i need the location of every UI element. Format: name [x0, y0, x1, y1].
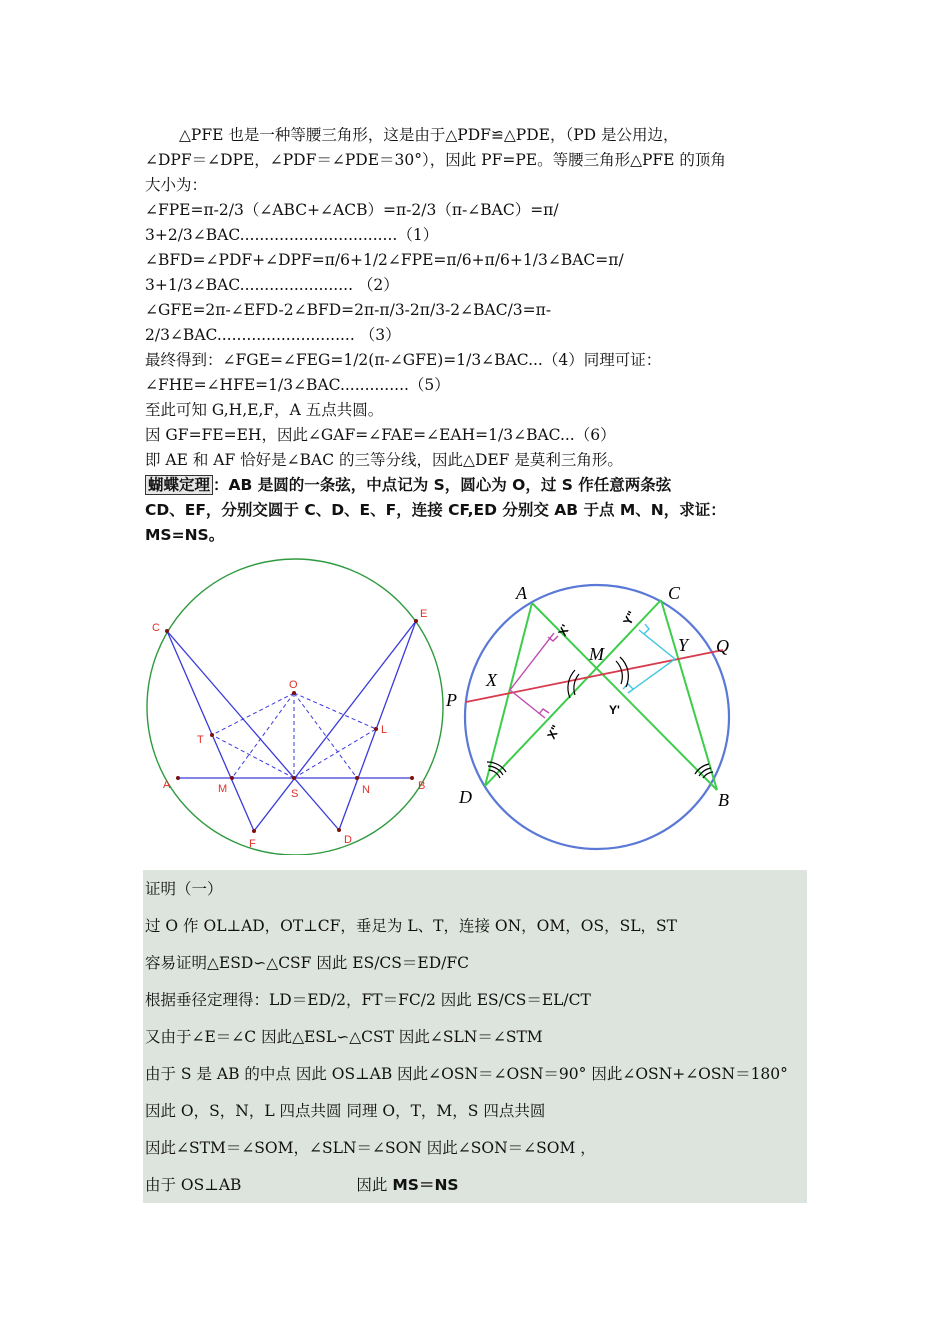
- theorem-line-1: [145, 473, 807, 498]
- segment-AD: [485, 603, 532, 786]
- dash-ST: [212, 735, 294, 778]
- label-X2: X: [486, 670, 497, 690]
- label-Ydouble: Y": [620, 608, 640, 628]
- proof-row: 又由于∠E＝∠C 因此△ESL∽△CST 因此∠SLN＝∠STM: [145, 1028, 543, 1046]
- theorem-title: 蝴蝶定理: [145, 475, 213, 495]
- text-line: 3+1/3∠BAC....................... （2）: [145, 276, 399, 294]
- label-L: L: [381, 724, 388, 736]
- theorem-text: ：AB 是圆的一条弦，中点记为 S，圆心为 O，过 S 作任意两条弦: [213, 476, 672, 494]
- butterfly-figure-2: [440, 575, 760, 860]
- label-M2: M: [589, 644, 604, 664]
- text-line: 3+2/3∠BAC................................（1）: [145, 226, 439, 244]
- label-S: S: [291, 788, 299, 800]
- text-line: △PFE 也是一种等腰三角形，这是由于△PDF≌△PDE，（PD 是公用边，: [179, 126, 679, 144]
- label-E: E: [420, 608, 428, 620]
- text-line: 即 AE 和 AF 恰好是∠BAC 的三等分线，因此△DEF 是莫利三角形。: [145, 451, 623, 469]
- angle-arc-right: [616, 661, 622, 684]
- proof-last-prefix: 由于 OS⊥AB: [145, 1176, 242, 1194]
- theorem-line-2: CD、EF，分别交圆于 C、D、E、F，连接 CF,ED 分别交 AB 于点 M、N，求证：: [145, 501, 726, 519]
- butterfly-figure-1: [145, 555, 445, 855]
- label-Yprime: Y': [609, 703, 620, 717]
- label-P2: P: [446, 690, 457, 710]
- text-line: 因 GF=FE=EH，因此∠GAF=∠FAE=∠EAH=1/3∠BAC...（6）: [145, 426, 616, 444]
- label-Xprime: X': [555, 622, 573, 639]
- label-C2: C: [668, 583, 681, 603]
- theorem-line-3: MS=NS。: [145, 526, 225, 544]
- proof-block: [143, 870, 807, 1203]
- label-C: C: [152, 622, 160, 634]
- label-B: B: [418, 780, 426, 792]
- segment-ED: [339, 621, 416, 830]
- label-Y2: Y: [678, 635, 689, 655]
- proof-conclusion: MS＝NS: [392, 1176, 459, 1194]
- dash-ON: [294, 693, 357, 778]
- text-line: 至此可知 G,H,E,F，A 五点共圆。: [145, 401, 384, 419]
- label-Xdouble: X": [544, 722, 564, 742]
- text-line: ∠DPF＝∠DPE，∠PDF＝∠PDE＝30°），因此 PF=PE。等腰三角形△PFE 的顶角: [145, 151, 726, 169]
- label-M: M: [218, 783, 228, 795]
- text-line: ∠BFD=∠PDF+∠DPF=π/6+1/2∠FPE=π/6+π/6+1/3∠BAC=π/: [145, 251, 624, 269]
- label-A2: A: [516, 583, 527, 603]
- proof-row-last: [143, 1166, 807, 1203]
- proof-last-plain: 因此: [356, 1176, 393, 1194]
- dash-OT: [212, 693, 294, 735]
- figure2-circle: [465, 585, 729, 849]
- label-Q2: Q: [716, 636, 729, 656]
- proof-row: 因此 O，S，N，L 四点共圆 同理 O，T，M，S 四点共圆: [145, 1102, 546, 1120]
- label-F: F: [249, 838, 256, 850]
- dash-SL: [294, 729, 376, 778]
- proof-row: 过 O 作 OL⊥AD，OT⊥CF，垂足为 L、T，连接 ON，OM，OS，SL，ST: [145, 917, 677, 935]
- text-line: 最终得到：∠FGE=∠FEG=1/2(π-∠GFE)=1/3∠BAC...（4）同理可证：: [145, 351, 662, 369]
- proof-row: 由于 S 是 AB 的中点 因此 OS⊥AB 因此∠OSN＝∠OSN＝90° 因此∠OSN+∠OSN＝180°: [145, 1065, 788, 1083]
- chord-CD: [167, 631, 339, 830]
- text-line: ∠FPE=π-2/3（∠ABC+∠ACB）=π-2/3（π-∠BAC）=π/: [145, 201, 559, 219]
- figure1-circle: [147, 559, 443, 855]
- text-line: 大小为：: [145, 176, 208, 194]
- chord-EF: [254, 621, 416, 831]
- body-text: [145, 123, 807, 548]
- label-D2: D: [459, 787, 472, 807]
- label-A: A: [163, 779, 171, 791]
- dash-OM: [232, 693, 294, 778]
- label-N: N: [362, 784, 370, 796]
- proof-row: 因此∠STM＝∠SOM，∠SLN＝∠SON 因此∠SON＝∠SOM ，: [145, 1139, 596, 1157]
- label-D: D: [344, 834, 352, 846]
- dash-OL: [294, 693, 376, 729]
- label-B2: B: [718, 790, 729, 810]
- text-line: ∠GFE=2π-∠EFD-2∠BFD=2π-π/3-2π/3-2∠BAC/3=π-: [145, 301, 552, 319]
- proof-row: 根据垂径定理得：LD＝ED/2，FT＝FC/2 因此 ES/CS＝EL/CT: [145, 991, 591, 1009]
- label-O: O: [289, 679, 298, 691]
- angle-arc-left: [574, 674, 579, 695]
- proof-row: 容易证明△ESD∽△CSF 因此 ES/CS＝ED/FC: [145, 954, 469, 972]
- text-line: ∠FHE=∠HFE=1/3∠BAC..............（5）: [145, 376, 450, 394]
- proof-row: 证明（一）: [145, 880, 223, 898]
- text-line: 2/3∠BAC............................ （3）: [145, 326, 401, 344]
- label-T: T: [197, 734, 204, 746]
